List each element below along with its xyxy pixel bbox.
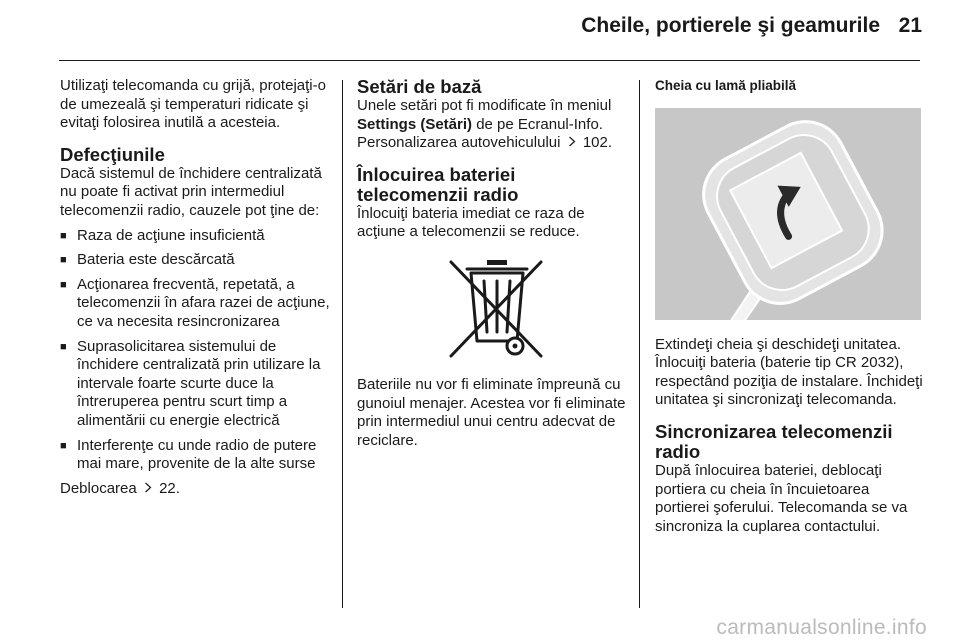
square-bullet-icon: ■	[60, 439, 67, 452]
basic-settings-text: Unele setări pot fi modificate în meniul Settings (Setări) de pe Ecranul-Info. Personalizarea autovehiculului 102.	[357, 97, 613, 152]
sync-text: După înlocuirea bateriei, deblocaţi portiera cu cheia în încuietoarea portierei şoferului. Telecomanda se va sincroniza la cuplarea contactului.	[655, 461, 908, 535]
unlock-reference: Deblocarea 22.	[60, 479, 180, 497]
battery-text: Înlocuiţi bateria imediat ce raza de acţiune a telecomenzii se reduce.	[357, 204, 585, 241]
battery-heading: Înlocuirea bateriei telecomenzii radio	[357, 163, 519, 205]
page-number: 21	[898, 14, 922, 37]
list-item: ■ Interferenţe cu unde radio de putere mai mare, provenite de la alte surse	[60, 436, 317, 473]
column-divider-2	[639, 80, 640, 608]
folding-key-heading: Cheia cu lamă pliabilă	[655, 78, 797, 93]
basic-page-link[interactable]: 102.	[582, 134, 613, 152]
battery-instructions: Extindeţi cheia şi deschideţi unitatea. Înlocuiţi bateria (baterie tip CR 2032), respectând poziţia de instalare. Închideţi unitatea şi sincronizaţi telecomanda.	[655, 335, 923, 409]
arrow-reference-icon	[144, 482, 152, 493]
column-1	[60, 77, 332, 498]
square-bullet-icon: ■	[60, 254, 67, 267]
defects-heading: Defecţiunile	[60, 143, 165, 165]
page-title: Cheile, portierele şi geamurile	[581, 14, 880, 37]
defects-list	[60, 227, 332, 474]
column-2	[357, 77, 629, 450]
unlock-page-link[interactable]: 22.	[159, 479, 180, 497]
watermark: carmanualsonline.info	[716, 616, 927, 639]
disposal-text: Bateriile nu vor fi eliminate împreună cu gunoiul menajer. Acestea vor fi eliminate prin intermediul unui centru adecvat de reciclare.	[357, 375, 626, 449]
list-item: ■ Bateria este descărcată	[60, 251, 235, 269]
defects-intro: Dacă sistemul de închidere centralizată nu poate fi activat prin intermediul telecomenzii radio, cauzele pot ţine de:	[60, 164, 322, 219]
folding-key-illustration	[655, 108, 921, 320]
header-rule	[59, 60, 920, 61]
square-bullet-icon: ■	[60, 340, 67, 353]
list-item: ■ Suprasolicitarea sistemului de închidere centralizată prin utilizare la intervale foarte scurte duce la întreruperea pentru scurt timp a alimentării cu energie electrică	[60, 337, 321, 429]
list-item: ■ Acţionarea frecventă, repetată, a telecomenzii în afara razei de acţiune, ce va necesita resincronizarea	[60, 275, 330, 330]
settings-menu-label: Settings (Setări)	[357, 115, 473, 133]
square-bullet-icon: ■	[60, 278, 67, 291]
intro-paragraph: Utilizaţi telecomanda cu grijă, protejaţi-o de umezeală şi temperaturi ridicate şi evitaţi folosirea inutilă a acesteia.	[60, 77, 326, 132]
sync-heading: Sincronizarea telecomenzii radio	[655, 420, 893, 462]
arrow-reference-icon	[568, 136, 576, 147]
basic-settings-heading: Setări de bază	[357, 76, 482, 97]
column-3	[655, 77, 923, 536]
crossed-bin-icon	[437, 256, 557, 364]
column-divider-1	[342, 80, 343, 608]
list-item: ■ Raza de acţiune insuficientă	[60, 226, 265, 244]
square-bullet-icon: ■	[60, 229, 67, 242]
